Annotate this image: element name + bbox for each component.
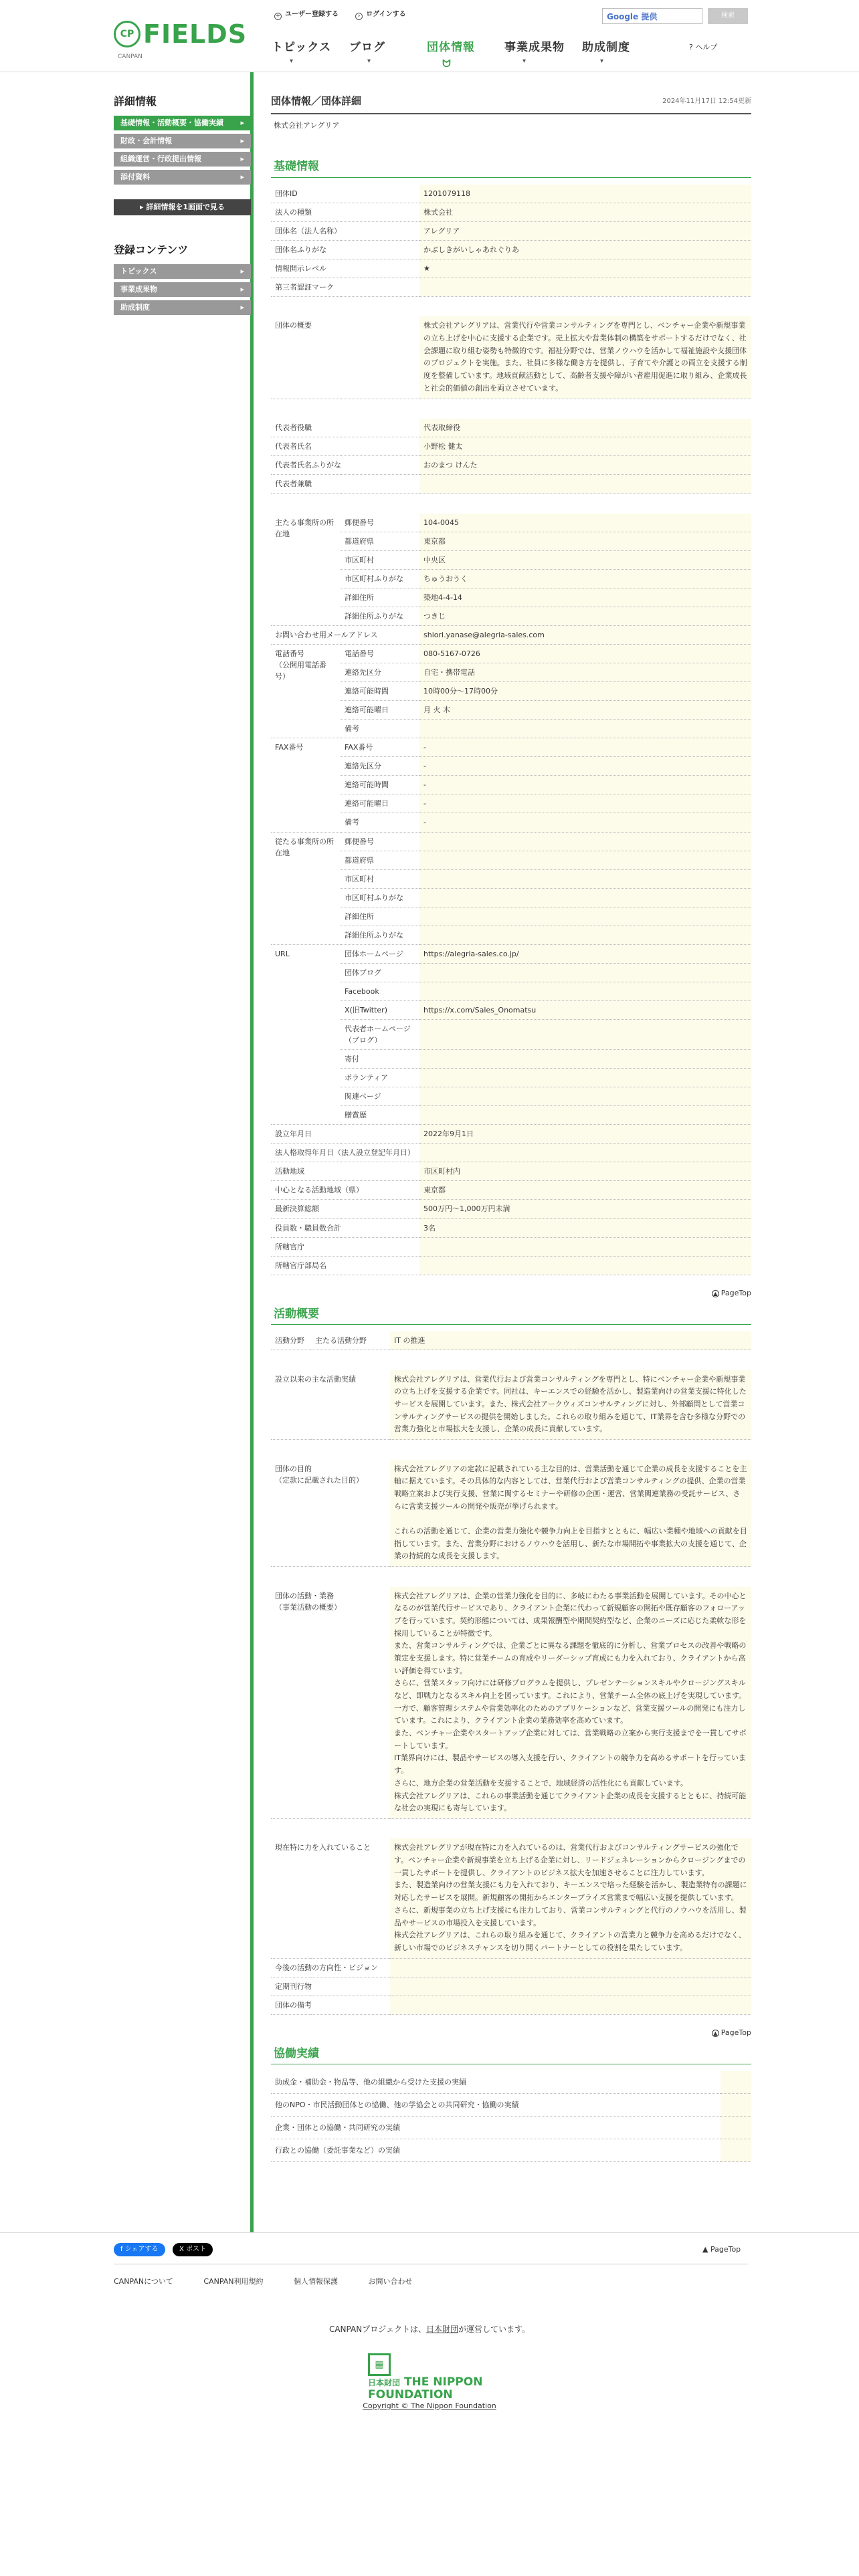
- top-links: [274, 9, 421, 20]
- row-label: 活動地域: [271, 1162, 419, 1181]
- row-label: 団体ID: [271, 185, 419, 203]
- group-label: 主たる事業所の所在地: [271, 514, 341, 626]
- row-value: 東京都: [419, 1181, 751, 1200]
- row-value: 自宅・携帯電話: [419, 663, 751, 682]
- sub-label: 団体ブログ: [341, 963, 419, 982]
- group-label: 電話番号 （公開用電話番号）: [271, 645, 341, 738]
- table-row: [271, 982, 751, 1000]
- url-value: [419, 1106, 751, 1125]
- help-icon: ?: [689, 43, 693, 51]
- row-label: 法人格取得年月日（法人設立登記年月日）: [271, 1144, 419, 1162]
- url-value[interactable]: https://x.com/Sales_Onomatsu: [419, 1000, 751, 1019]
- register-link[interactable]: + ユーザー登録する: [275, 11, 339, 19]
- row-label: 活動分野: [271, 1331, 311, 1350]
- table-row: [271, 1460, 751, 1567]
- row-value: 500万円～1,000万円未満: [419, 1200, 751, 1218]
- org-summary: 株式会社アレグリアは、営業代行や営業コンサルティングを専門とし、ベンチャー企業や新規事業の立ち上げを中心に支援する企業です。売上拡大や営業体制の構築をサポートするだけでなく、社会課題に取り組む姿勢も特徴的です。福祉分野では、営業ノウハウを活かして福祉施設や支援団体のプロジェクトを実施。また、社員に多様な働き方を提供し、子育てや介護との両立を支援する制度を整備しています。地域貢献活動として、高齢者支援や障がい者雇用促進に取り組み、企業成長と社会的価値の創出を両立させています。: [419, 316, 751, 399]
- row-value: 東京都: [419, 532, 751, 550]
- row-label: 情報開示レベル: [271, 259, 419, 278]
- sub-label: 市区町村ふりがな: [341, 888, 419, 907]
- row-value: アレグリア: [419, 221, 751, 240]
- pagetop-link[interactable]: ▲ PageTop: [271, 1287, 751, 1299]
- table-row: [271, 2139, 751, 2162]
- row-label: 他のNPO・市民活動団体との協働、他の学協会との共同研究・協働の実績: [271, 2094, 721, 2117]
- row-value: -: [419, 738, 751, 757]
- table-row: [271, 419, 751, 437]
- sidebar-item-attachments[interactable]: 添付資料 ▸: [114, 170, 251, 185]
- row-value: おのまつ けんた: [419, 456, 751, 475]
- row-value: [419, 869, 751, 888]
- table-row: [271, 1125, 751, 1144]
- row-value: 市区町村内: [419, 1162, 751, 1181]
- sidebar-item-basic[interactable]: 基礎情報・活動概要・協働実績 ▸: [114, 116, 251, 130]
- table-row: [271, 1331, 751, 1350]
- table-row: [271, 2071, 751, 2094]
- sub-label: 市区町村: [341, 550, 419, 569]
- row-label: 企業・団体との協働・共同研究の実績: [271, 2117, 721, 2139]
- table-row: [271, 1200, 751, 1218]
- row-value: 080-5167-0726: [419, 645, 751, 663]
- sidebar-item-grants[interactable]: 助成制度 ▸: [114, 300, 251, 315]
- row-value: [721, 2094, 751, 2117]
- login-link[interactable]: › ログインする: [355, 11, 406, 18]
- table-row: [271, 316, 751, 399]
- row-value: [419, 720, 751, 738]
- sub-label: 備考: [341, 720, 419, 738]
- table-row: [271, 532, 751, 550]
- table-row: [271, 1958, 751, 1977]
- sub-label: 郵便番号: [341, 514, 419, 532]
- table-row: [271, 776, 751, 794]
- row-value: [419, 278, 751, 296]
- url-value: [419, 963, 751, 982]
- nav-org-info[interactable]: 団体情報 ᗢ: [427, 41, 475, 70]
- row-value: 株式会社アレグリアは、企業の営業力強化を目的に、多岐にわたる事業活動を展開しています。その中心となるのが営業代行サービスであり、クライアント企業に代わって新規顧客の開拓や既存顧客のフォローアップを行っています。契約形態については、成果報酬型や期間契約型など、企業のニーズに応じた柔軟な形を採用していることが特徴です。 また、営業コンサルティングでは、企業ごとに異なる課題を徹底的に分析し、営業プロセスの改善や戦略の策定を支援します。特に営業チームの育成やリーダーシップ育成にも力を入れており、クライアントから高い評価を得ています。 さらに、営業スタッフ向けには研修プログラムを提供し、プレゼンテーションスキルやクロージングスキルなど、即戦力となるスキル向上を図っています。これにより、営業チーム全体の底上げを実現しています。 一方で、顧客管理システムや営業効率化のためのアプリケーションなど、営業支援ツールの開発にも注力しています。これにより、クライアント企業の業務効率を高めています。 また、ベンチャー企業やスタートアップ企業に対しては、営業戦略の立案から実行支援までを一貫してサポートしています。 IT業界向けには、製品やサービスの導入支援を行い、クライアントの競争力を高めるサポートを行っています。 さらに、地方企業の営業活動を支援することで、地域経済の活性化にも貢献しています。 株式会社アレグリアは、これらの事業活動を通じてクライアント企業の成長を支援するとともに、持続可能な社会の実現にも寄与しています。: [390, 1587, 751, 1819]
- row-value: [419, 1144, 751, 1162]
- table-row: [271, 663, 751, 682]
- sub-label: 代表者ホームページ（ブログ）: [341, 1020, 419, 1050]
- footer-link-about[interactable]: CANPANについて: [114, 2277, 173, 2286]
- row-value: -: [419, 813, 751, 832]
- table-row: [271, 963, 751, 982]
- section-activity-title: 活動概要: [271, 1303, 751, 1325]
- table-row: [271, 1977, 751, 1996]
- pagetop-link[interactable]: ▲ PageTop: [702, 2245, 741, 2254]
- row-value: [390, 1996, 751, 2014]
- row-value: かぶしきがいしゃあれぐりあ: [419, 240, 751, 259]
- register-icon: +: [275, 13, 281, 19]
- sub-label: 連絡先区分: [341, 663, 419, 682]
- sub-label: 関連ページ: [341, 1087, 419, 1106]
- url-value: [419, 1050, 751, 1069]
- row-value: [419, 926, 751, 944]
- group-label: 従たる事業所の所在地: [271, 832, 341, 944]
- row-value: ★: [419, 259, 751, 278]
- sub-label: 団体ホームページ: [341, 944, 419, 963]
- site-footer: [0, 2232, 859, 2576]
- sub-label: 備考: [341, 813, 419, 832]
- view-all-button[interactable]: ▸ 詳細情報を1画面で見る: [114, 199, 251, 215]
- nav-outputs[interactable]: 事業成果物 ▾: [504, 41, 565, 66]
- table-row: [271, 1237, 751, 1256]
- row-value: 104-0045: [419, 514, 751, 532]
- row-value: -: [419, 794, 751, 813]
- row-value: 株式会社アレグリアは、営業代行および営業コンサルティングを専門とし、特にベンチャー企業や新規事業の立ち上げを支援する企業です。同社は、キーエンスでの経験を活かし、製造業向けの営業支援に特化したサービスを展開しています。また、株式会社アークウィズコンサルティングに対し、外部顧問として営業コンサルティングサービスの提供を開始しました。これらの取り組みを通じて、IT業界を含む多様な分野での営業力強化と市場拡大を支援し、企業の成長に貢献しています。: [390, 1370, 751, 1440]
- table-row: [271, 607, 751, 625]
- row-value: 小野松 健太: [419, 437, 751, 456]
- section-collab-title: 協働実績: [271, 2042, 751, 2064]
- login-icon: ›: [355, 13, 363, 20]
- footer-link-terms[interactable]: CANPAN利用規約: [203, 2277, 264, 2286]
- site-header: [0, 0, 859, 72]
- sub-label: X(旧Twitter): [341, 1000, 419, 1019]
- sub-label: 連絡先区分: [341, 757, 419, 776]
- table-row: [271, 626, 751, 645]
- sub-label: Facebook: [341, 982, 419, 1000]
- table-row: [271, 794, 751, 813]
- group-label: FAX番号: [271, 738, 341, 832]
- row-label: 代表者氏名ふりがな: [271, 456, 419, 475]
- help-link[interactable]: ? ヘルプ: [689, 43, 718, 51]
- sidebar-item-governance[interactable]: 組織運営・行政提出情報 ▸: [114, 152, 251, 167]
- table-row: [271, 682, 751, 701]
- row-value: IT の推進: [390, 1331, 751, 1350]
- table-row: [271, 1020, 751, 1050]
- footer-links: [114, 2276, 441, 2287]
- sub-label: 都道府県: [341, 851, 419, 869]
- table-row: [271, 907, 751, 926]
- row-label: 所轄官庁: [271, 1237, 419, 1256]
- table-row: [271, 851, 751, 869]
- table-row: [271, 720, 751, 738]
- table-row: [271, 1087, 751, 1106]
- sidebar-title: 詳細情報: [114, 95, 157, 108]
- table-row: [271, 185, 751, 203]
- table-row: [271, 2094, 751, 2117]
- table-row: [271, 1838, 751, 1958]
- table-row: [271, 757, 751, 776]
- row-value: [419, 832, 751, 851]
- canpan-logo-icon: CP: [114, 21, 140, 47]
- row-label: 団体名ふりがな: [271, 240, 419, 259]
- row-label: 団体の概要: [271, 316, 419, 399]
- pagetop-link[interactable]: ▲ PageTop: [271, 2027, 751, 2038]
- table-row: [271, 1587, 751, 1819]
- org-name: 株式会社アレグリア: [274, 121, 340, 130]
- row-label: 現在特に力を入れていること: [271, 1838, 390, 1958]
- logo-subtext: CANPAN: [118, 53, 142, 60]
- footer-link-privacy[interactable]: 個人情報保護: [294, 2277, 339, 2286]
- row-label: お問い合わせ用メールアドレス: [271, 626, 419, 645]
- updated-date: 2024年11月17日 12:54更新: [662, 98, 751, 105]
- table-row: [271, 1370, 751, 1440]
- sidebar: [114, 94, 251, 318]
- row-value: [721, 2139, 751, 2162]
- row-label: 役員数・職員数合計: [271, 1218, 419, 1237]
- table-row: [271, 588, 751, 607]
- row-label: 団体名（法人名称）: [271, 221, 419, 240]
- row-value: [419, 907, 751, 926]
- main-nav: [272, 39, 660, 72]
- logo-text: FIELDS: [143, 19, 248, 49]
- sub-label: 主たる活動分野: [311, 1331, 390, 1350]
- row-value: つきじ: [419, 607, 751, 625]
- row-value: 月 火 木: [419, 701, 751, 720]
- arrow-up-icon: ▲: [702, 2245, 708, 2254]
- row-label: 代表者役職: [271, 419, 419, 437]
- activity-table: [271, 1331, 751, 2015]
- url-value: [419, 1087, 751, 1106]
- footer-link-contact[interactable]: お問い合わせ: [368, 2277, 413, 2286]
- row-value: 株式会社: [419, 203, 751, 221]
- row-value: 1201079118: [419, 185, 751, 203]
- row-value: [419, 475, 751, 494]
- table-row: [271, 1000, 751, 1019]
- table-row: [271, 203, 751, 221]
- page-title: 団体情報／団体詳細 2024年11月17日 12:54更新: [271, 94, 751, 114]
- row-label: 助成金・補助金・物品等、他の組織から受けた支援の実績: [271, 2071, 721, 2094]
- table-row: [271, 1069, 751, 1087]
- table-row: [271, 701, 751, 720]
- row-value: [390, 1977, 751, 1996]
- site-logo[interactable]: [114, 15, 247, 62]
- email-value[interactable]: shiori.yanase@alegria-sales.com: [419, 626, 751, 645]
- url-value[interactable]: https://alegria-sales.co.jp/: [419, 944, 751, 963]
- sub-label: 詳細住所ふりがな: [341, 926, 419, 944]
- row-value: 中央区: [419, 550, 751, 569]
- section-basic-title: 基礎情報: [271, 155, 751, 177]
- sidebar-title-contents: 登録コンテンツ: [114, 243, 189, 256]
- row-value: 代表取締役: [419, 419, 751, 437]
- row-label: 第三者認証マーク: [271, 278, 419, 296]
- row-label: 所轄官庁部局名: [271, 1256, 419, 1275]
- sub-label: 都道府県: [341, 532, 419, 550]
- table-row: [271, 221, 751, 240]
- table-row: [271, 1162, 751, 1181]
- table-row: [271, 645, 751, 663]
- table-row: [271, 456, 751, 475]
- nippon-foundation-mark-icon: ▦: [368, 2353, 391, 2376]
- sub-label: 詳細住所: [341, 907, 419, 926]
- table-row: [271, 869, 751, 888]
- row-value: 3名: [419, 1218, 751, 1237]
- table-row: [271, 550, 751, 569]
- basic-table: [271, 185, 751, 1275]
- row-value: 築地4-4-14: [419, 588, 751, 607]
- row-label: 団体の活動・業務 （事業活動の概要）: [271, 1587, 390, 1819]
- sub-label: 詳細住所ふりがな: [341, 607, 419, 625]
- table-row: [271, 813, 751, 832]
- table-row: [271, 278, 751, 296]
- sub-label: 連絡可能時間: [341, 682, 419, 701]
- url-value: [419, 1069, 751, 1087]
- row-label: 行政との協働（委託事業など）の実績: [271, 2139, 721, 2162]
- row-value: -: [419, 776, 751, 794]
- row-value: 2022年9月1日: [419, 1125, 751, 1144]
- sub-label: 郵便番号: [341, 832, 419, 851]
- sidebar-item-topics[interactable]: トピックス ▸: [114, 264, 251, 279]
- row-value: [419, 1237, 751, 1256]
- url-value: [419, 982, 751, 1000]
- table-row: [271, 888, 751, 907]
- sidebar-item-finance[interactable]: 財政・会計情報 ▸: [114, 134, 251, 148]
- row-value: -: [419, 757, 751, 776]
- arrow-up-icon: ▲: [712, 1290, 719, 1297]
- sub-label: ボランティア: [341, 1069, 419, 1087]
- nippon-foundation-link[interactable]: 日本財団: [425, 2325, 458, 2334]
- row-label: 中心となる活動地域（県）: [271, 1181, 419, 1200]
- main-content: [271, 94, 751, 2162]
- sub-label: 連絡可能曜日: [341, 794, 419, 813]
- search-button[interactable]: 検索: [708, 8, 748, 24]
- nav-topics[interactable]: トピックス ▾: [272, 41, 332, 66]
- row-value: 10時00分～17時00分: [419, 682, 751, 701]
- table-row: [271, 1218, 751, 1237]
- sub-label: 寄付: [341, 1050, 419, 1069]
- footer-note: CANPANプロジェクトは、日本財団が運営しています。: [328, 2325, 531, 2334]
- row-label: 代表者兼職: [271, 475, 419, 494]
- sidebar-divider: [250, 72, 254, 2232]
- table-row: [271, 475, 751, 494]
- table-row: [271, 1050, 751, 1069]
- row-label: 設立以来の主な活動実績: [271, 1370, 390, 1440]
- row-label: 今後の活動の方向性・ビジョン: [271, 1958, 390, 1977]
- row-value: ちゅうおうく: [419, 569, 751, 588]
- table-row: [271, 1996, 751, 2014]
- url-value: [419, 1020, 751, 1050]
- sub-label: 連絡可能曜日: [341, 701, 419, 720]
- sidebar-item-outputs[interactable]: 事業成果物 ▸: [114, 282, 251, 297]
- row-label: 定期刊行物: [271, 1977, 390, 1996]
- sub-label: FAX番号: [341, 738, 419, 757]
- row-label: 団体の目的 （定款に記載された目的）: [271, 1460, 390, 1567]
- nippon-foundation-logo[interactable]: ▦日本財団 THE NIPPON FOUNDATION: [368, 2353, 495, 2401]
- row-value: [419, 851, 751, 869]
- table-row: [271, 240, 751, 259]
- nav-grants[interactable]: 助成制度 ▾: [582, 41, 630, 66]
- row-label: 代表者氏名: [271, 437, 419, 456]
- row-value: [721, 2071, 751, 2094]
- table-row: [271, 926, 751, 944]
- search-placeholder: Google 提供: [607, 12, 658, 21]
- group-label: URL: [271, 944, 341, 1124]
- row-label: 法人の種類: [271, 203, 419, 221]
- row-label: 最新決算総額: [271, 1200, 419, 1218]
- table-row: [271, 738, 751, 757]
- sub-label: 市区町村: [341, 869, 419, 888]
- row-value: [419, 1256, 751, 1275]
- facebook-share-button[interactable]: f シェアする: [114, 2243, 165, 2256]
- table-row: [271, 944, 751, 963]
- table-row: [271, 2117, 751, 2139]
- row-value: 株式会社アレグリアが現在特に力を入れているのは、営業代行およびコンサルティングサービスの強化です。ベンチャー企業や新規事業を立ち上げる企業に対し、リードジェネレーションからクロージングまでの一貫したサポートを提供し、クライアントのビジネス拡大を加速させることに注力しています。 また、製造業向けの営業支援にも力を入れており、キーエンスで培った経験を活かし、製造業特有の課題に対応したサービスを展開。新規顧客の開拓からエンタープライズ営業まで幅広い支援を提供しています。 さらに、新規事業の立ち上げ支援にも注力しており、営業コンサルティングと代行のノウハウを活用し、製品やサービスの市場投入を支援しています。 株式会社アレグリアは、これらの取り組みを通じて、クライアントの営業力と競争力を高めるだけでなく、新しい市場でのビジネスチャンスを切り開くパートナーとしての役割を果たしています。: [390, 1838, 751, 1958]
- sub-label: 連絡可能時間: [341, 776, 419, 794]
- row-value: [419, 888, 751, 907]
- x-post-button[interactable]: X ポスト: [173, 2243, 213, 2256]
- sub-label: 電話番号: [341, 645, 419, 663]
- row-value: [721, 2117, 751, 2139]
- table-row: [271, 1256, 751, 1275]
- table-row: [271, 1106, 751, 1125]
- arrow-up-icon: ▲: [712, 2030, 719, 2037]
- table-row: [271, 259, 751, 278]
- share-buttons: [114, 2243, 213, 2256]
- table-row: [271, 437, 751, 456]
- copyright[interactable]: Copyright © The Nippon Foundation: [363, 2401, 496, 2410]
- search-input[interactable]: [602, 8, 702, 24]
- table-row: [271, 1144, 751, 1162]
- collab-table: [271, 2071, 751, 2162]
- nav-blog[interactable]: ブログ ▾: [349, 41, 385, 66]
- sub-label: 市区町村ふりがな: [341, 569, 419, 588]
- row-label: 団体の備考: [271, 1996, 390, 2014]
- table-row: [271, 1181, 751, 1200]
- sub-label: 詳細住所: [341, 588, 419, 607]
- table-row: [271, 832, 751, 851]
- table-row: [271, 569, 751, 588]
- row-value: [390, 1958, 751, 1977]
- row-value: 株式会社アレグリアの定款に記載されている主な目的は、営業活動を通じて企業の成長を支援することを主軸に据えています。その具体的な内容としては、営業代行および営業コンサルティングの提供、企業の営業戦略立案および実行支援、営業に関するセミナーや研修の企画・運営、営業関連業務の受託サービス、さらに営業支援ツールの開発や販売が挙げられます。 これらの活動を通じて、企業の営業力強化や競争力向上を目指すとともに、幅広い業種や地域への貢献を目指しています。また、営業分野におけるノウハウを活用し、新たな市場開拓や事業拡大の支援を通じて、企業の持続的な成長を支援します。: [390, 1460, 751, 1567]
- row-label: 設立年月日: [271, 1125, 419, 1144]
- sub-label: 贈賞歴: [341, 1106, 419, 1125]
- table-row: [271, 514, 751, 532]
